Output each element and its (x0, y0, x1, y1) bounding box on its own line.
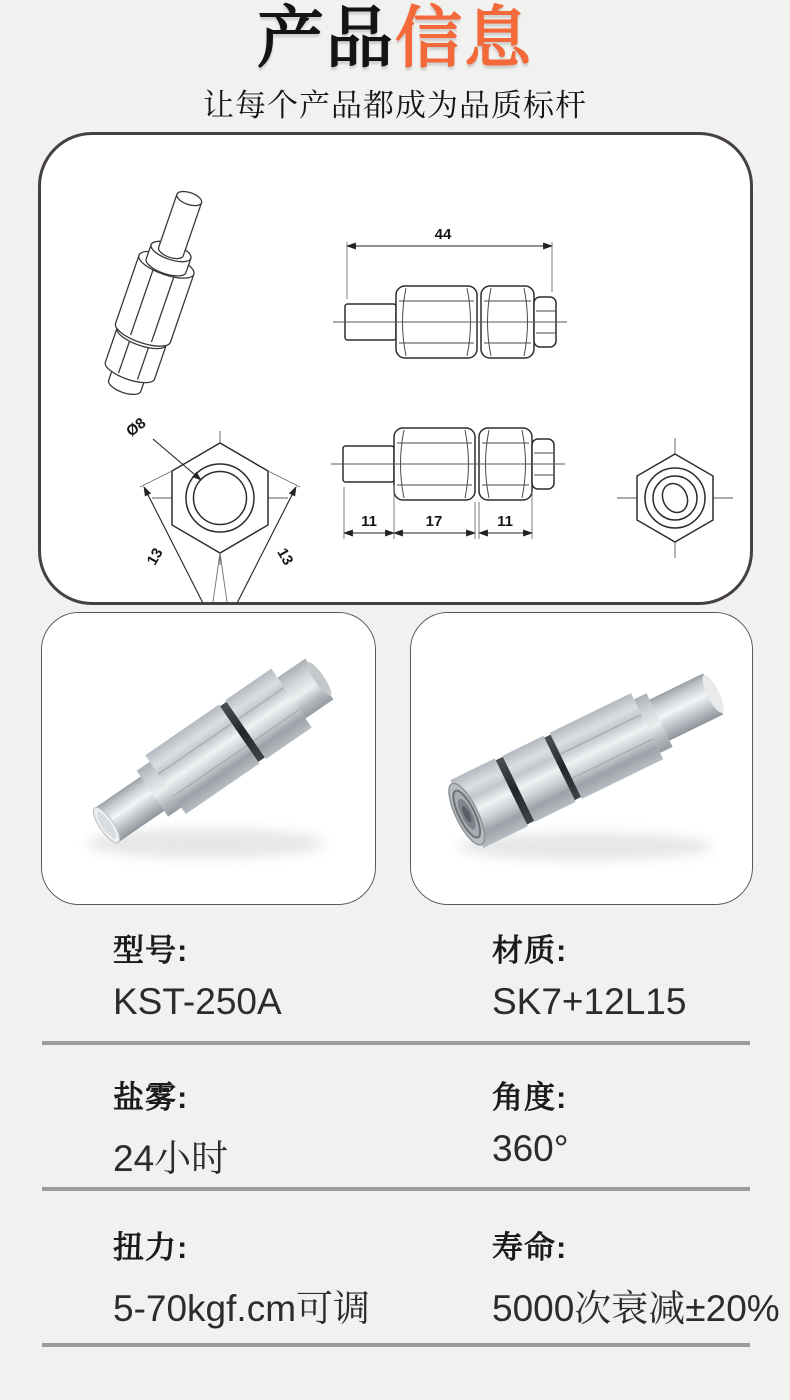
dim-body-length: 17 (425, 513, 443, 530)
title-part-orange: 信息 (395, 1, 533, 76)
hex-end-view-right-drawing (617, 438, 733, 558)
spec-cell-angle (492, 1072, 569, 1170)
isometric-view-drawing (95, 183, 219, 401)
technical-drawing-svg (41, 135, 750, 602)
divider (42, 1187, 750, 1191)
dim-overall-length: 44 (434, 226, 452, 243)
spec-label-material: 材质: (492, 933, 568, 968)
spec-value-torque: 5-70kgf.cm可调 (113, 1288, 371, 1329)
spec-label-torque: 扭力: (113, 1230, 189, 1265)
dim-flat-right: 13 (273, 545, 297, 569)
spec-row (0, 1072, 790, 1192)
side-view-bottom-drawing (331, 428, 565, 539)
spec-row (0, 925, 790, 1045)
dim-diameter: Ø8 (123, 414, 150, 441)
technical-drawing-card (38, 132, 753, 605)
spec-cell-salt-spray (113, 1072, 228, 1182)
spec-label-lifespan: 寿命: (492, 1230, 568, 1265)
divider (42, 1041, 750, 1045)
spec-value-lifespan: 5000次衰减±20% (492, 1288, 780, 1329)
page-title (0, 1, 790, 76)
product-photo-right (410, 612, 753, 905)
side-view-top-drawing (333, 226, 567, 358)
spec-value-angle: 360° (492, 1128, 569, 1169)
spec-value-model: KST-250A (113, 981, 282, 1022)
spec-cell-torque (113, 1222, 370, 1332)
product-photo-right-svg (411, 613, 752, 904)
header (0, 0, 790, 125)
spec-cell-lifespan (492, 1222, 780, 1332)
spec-label-salt-spray: 盐雾: (113, 1080, 189, 1115)
spec-cell-material (492, 925, 686, 1023)
dim-pin-length: 11 (361, 513, 377, 530)
divider (42, 1343, 750, 1347)
dim-flat-left: 13 (143, 545, 167, 569)
spec-value-salt-spray: 24小时 (113, 1138, 229, 1179)
product-photo-left (41, 612, 376, 905)
title-part-black: 产品 (257, 1, 395, 76)
dim-tail-length: 11 (497, 513, 513, 530)
spec-value-material: SK7+12L15 (492, 981, 687, 1022)
product-photo-left-svg (42, 613, 375, 904)
spec-label-model: 型号: (113, 933, 189, 968)
hex-end-view-left-drawing (123, 415, 300, 602)
spec-row (0, 1222, 790, 1342)
page-subtitle: 让每个产品都成为品质标杆 (203, 88, 587, 124)
spec-cell-model (113, 925, 282, 1023)
spec-label-angle: 角度: (492, 1080, 568, 1115)
